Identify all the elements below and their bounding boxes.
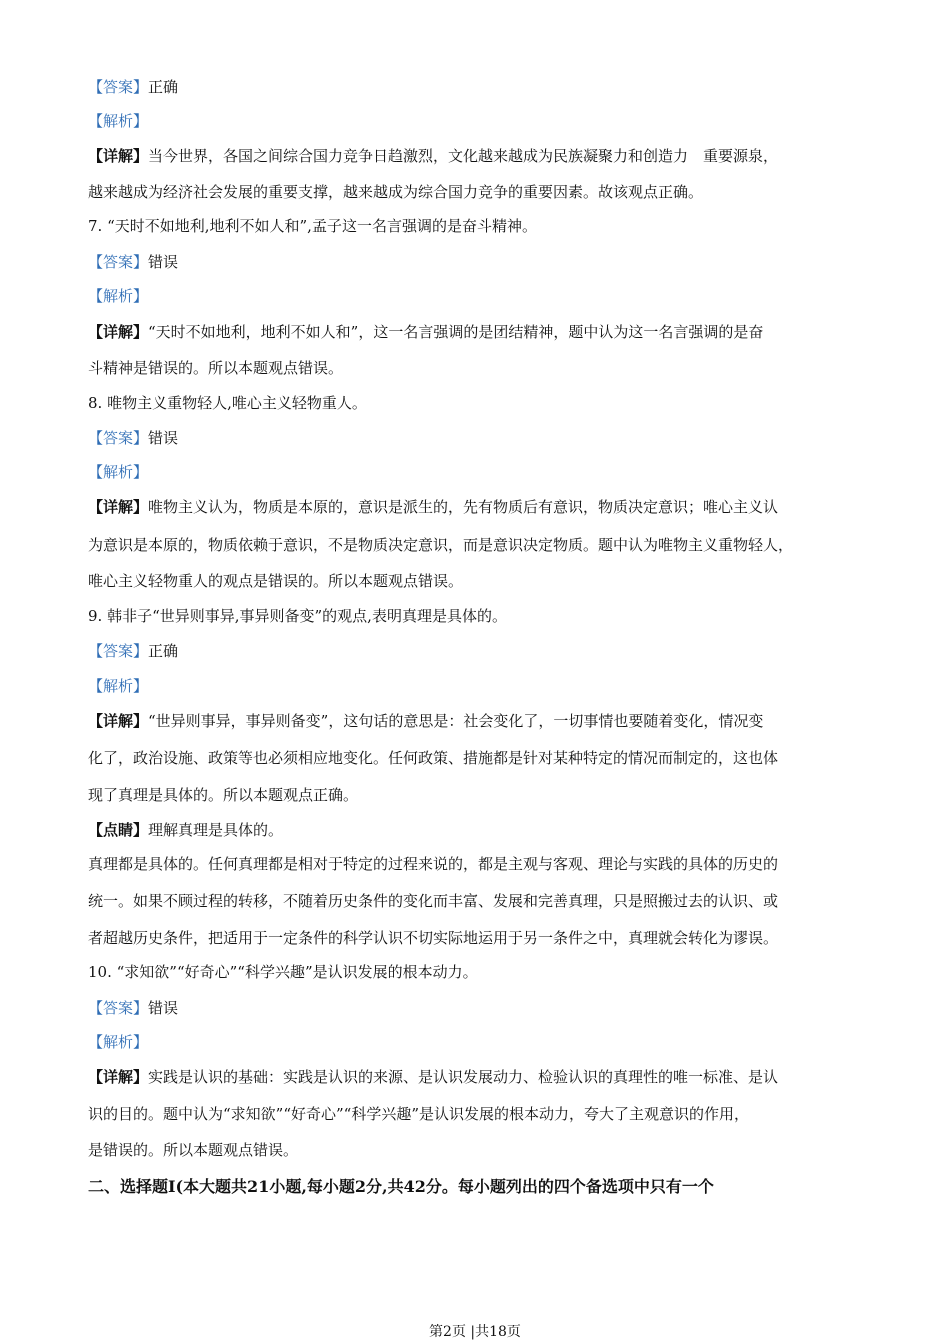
q7-question <box>88 216 868 236</box>
q9-analysis-line <box>88 676 868 696</box>
q10-detail-3: 是错误的。所以本题观点错误。 <box>88 1141 299 1159</box>
detail-label: 【详解】 <box>88 712 149 730</box>
q9-tip-text-line-1 <box>88 854 868 874</box>
q7-detail-1: “天时不如地利，地利不如人和”，这一名言强调的是团结精神，题中认为这一名言强调的是奋 <box>148 323 764 341</box>
q7-detail-line-1 <box>88 322 868 342</box>
q9-question-text: 9. 韩非子“世异则事异,事异则备变”的观点,表明真理是具体的。 <box>88 607 507 625</box>
answer-label: 【答案】 <box>88 429 149 447</box>
q9-detail-line-2 <box>88 748 868 768</box>
q10-question <box>88 962 868 982</box>
answer-label: 【答案】 <box>88 253 149 271</box>
q7-question-text: 7. “天时不如地利,地利不如人和”,孟子这一名言强调的是奋斗精神。 <box>88 217 537 235</box>
q7-answer: 错误 <box>148 253 179 271</box>
q9-detail-line-1 <box>88 711 868 731</box>
q8-detail-3: 唯心主义轻物重人的观点是错误的。所以本题观点错误。 <box>88 572 464 590</box>
q10-detail-line-1 <box>88 1067 868 1087</box>
q7-detail-line-2 <box>88 358 868 378</box>
q9-tip-text-3: 者超越历史条件，把适用于一定条件的科学认识不切实际地运用于另一条件之中，真理就会转化为谬误。 <box>88 929 779 947</box>
detail-label: 【详解】 <box>88 147 149 165</box>
tip-label: 【点睛】 <box>88 821 149 839</box>
q6-answer: 正确 <box>148 78 179 96</box>
q9-tip-line <box>88 820 868 840</box>
q10-answer-line <box>88 998 868 1018</box>
q8-detail-line-1 <box>88 497 868 517</box>
page-footer: 第2页 |共18页 <box>429 1324 521 1340</box>
analysis-label: 【解析】 <box>88 463 149 481</box>
q10-detail-2: 识的目的。题中认为“求知欲”“好奇心”“科学兴趣”是认识发展的根本动力，夸大了主观意识的作用， <box>88 1105 750 1123</box>
q6-detail-line-1 <box>88 146 868 166</box>
q8-detail-line-2 <box>88 535 868 555</box>
analysis-label: 【解析】 <box>88 112 149 130</box>
detail-label: 【详解】 <box>88 498 149 516</box>
analysis-label: 【解析】 <box>88 1033 149 1051</box>
q10-detail-line-3 <box>88 1140 868 1160</box>
q6-answer-line <box>88 77 868 97</box>
q9-detail-line-3 <box>88 785 868 805</box>
q6-detail-2: 越来越成为经济社会发展的重要支撑，越来越成为综合国力竞争的重要因素。故该观点正确。 <box>88 183 704 201</box>
q6-detail-1: 当今世界，各国之间综合国力竞争日趋激烈，文化越来越成为民族凝聚力和创造力 重要源泉， <box>148 147 779 165</box>
q10-detail-line-2 <box>88 1104 868 1124</box>
q8-detail-2: 为意识是本原的，物质依赖于意识，不是物质决定意识，而是意识决定物质。题中认为唯物主义重物轻人， <box>88 536 794 554</box>
q10-detail-1: 实践是认识的基础：实践是认识的来源、是认识发展动力、检验认识的真理性的唯一标准、是认 <box>148 1068 779 1086</box>
q9-tip: 理解真理是具体的。 <box>148 821 284 839</box>
q8-answer: 错误 <box>148 429 179 447</box>
detail-label: 【详解】 <box>88 323 149 341</box>
analysis-label: 【解析】 <box>88 677 149 695</box>
q8-question <box>88 393 868 413</box>
section-title: 二、选择题Ⅰ(本大题共21小题,每小题2分,共42分。每小题列出的四个备选项中只有一个 <box>88 1177 714 1196</box>
detail-label: 【详解】 <box>88 1068 149 1086</box>
q8-analysis-line <box>88 462 868 482</box>
q10-answer: 错误 <box>148 999 179 1017</box>
q9-tip-text-line-3 <box>88 928 868 948</box>
q9-question <box>88 606 868 626</box>
q9-tip-text-line-2 <box>88 891 868 911</box>
q7-answer-line <box>88 252 868 272</box>
q7-analysis-line <box>88 286 868 306</box>
q9-detail-1: “世异则事异，事异则备变”，这句话的意思是：社会变化了，一切事情也要随着变化，情况变 <box>148 712 764 730</box>
q9-answer: 正确 <box>148 642 179 660</box>
q9-detail-2: 化了，政治设施、政策等也必须相应地变化。任何政策、措施都是针对某种特定的情况而制定的，这也体 <box>88 749 779 767</box>
q9-answer-line <box>88 641 868 661</box>
q9-tip-text-2: 统一。如果不顾过程的转移，不随着历史条件的变化而丰富、发展和完善真理，只是照搬过去的认识、或 <box>88 892 779 910</box>
q10-question-text: 10. “求知欲”“好奇心”“科学兴趣”是认识发展的根本动力。 <box>88 963 478 981</box>
q6-analysis-line <box>88 111 868 131</box>
answer-label: 【答案】 <box>88 78 149 96</box>
q10-analysis-line <box>88 1032 868 1052</box>
q8-answer-line <box>88 428 868 448</box>
answer-label: 【答案】 <box>88 642 149 660</box>
q9-detail-3: 现了真理是具体的。所以本题观点正确。 <box>88 786 359 804</box>
answer-label: 【答案】 <box>88 999 149 1017</box>
q8-question-text: 8. 唯物主义重物轻人,唯心主义轻物重人。 <box>88 394 367 412</box>
q6-detail-line-2 <box>88 182 868 202</box>
q8-detail-line-3 <box>88 571 868 591</box>
q8-detail-1: 唯物主义认为，物质是本原的，意识是派生的，先有物质后有意识，物质决定意识；唯心主义认 <box>148 498 779 516</box>
q7-detail-2: 斗精神是错误的。所以本题观点错误。 <box>88 359 344 377</box>
q9-tip-text-1: 真理都是具体的。任何真理都是相对于特定的过程来说的，都是主观与客观、理论与实践的具体的历史的 <box>88 855 779 873</box>
analysis-label: 【解析】 <box>88 287 149 305</box>
